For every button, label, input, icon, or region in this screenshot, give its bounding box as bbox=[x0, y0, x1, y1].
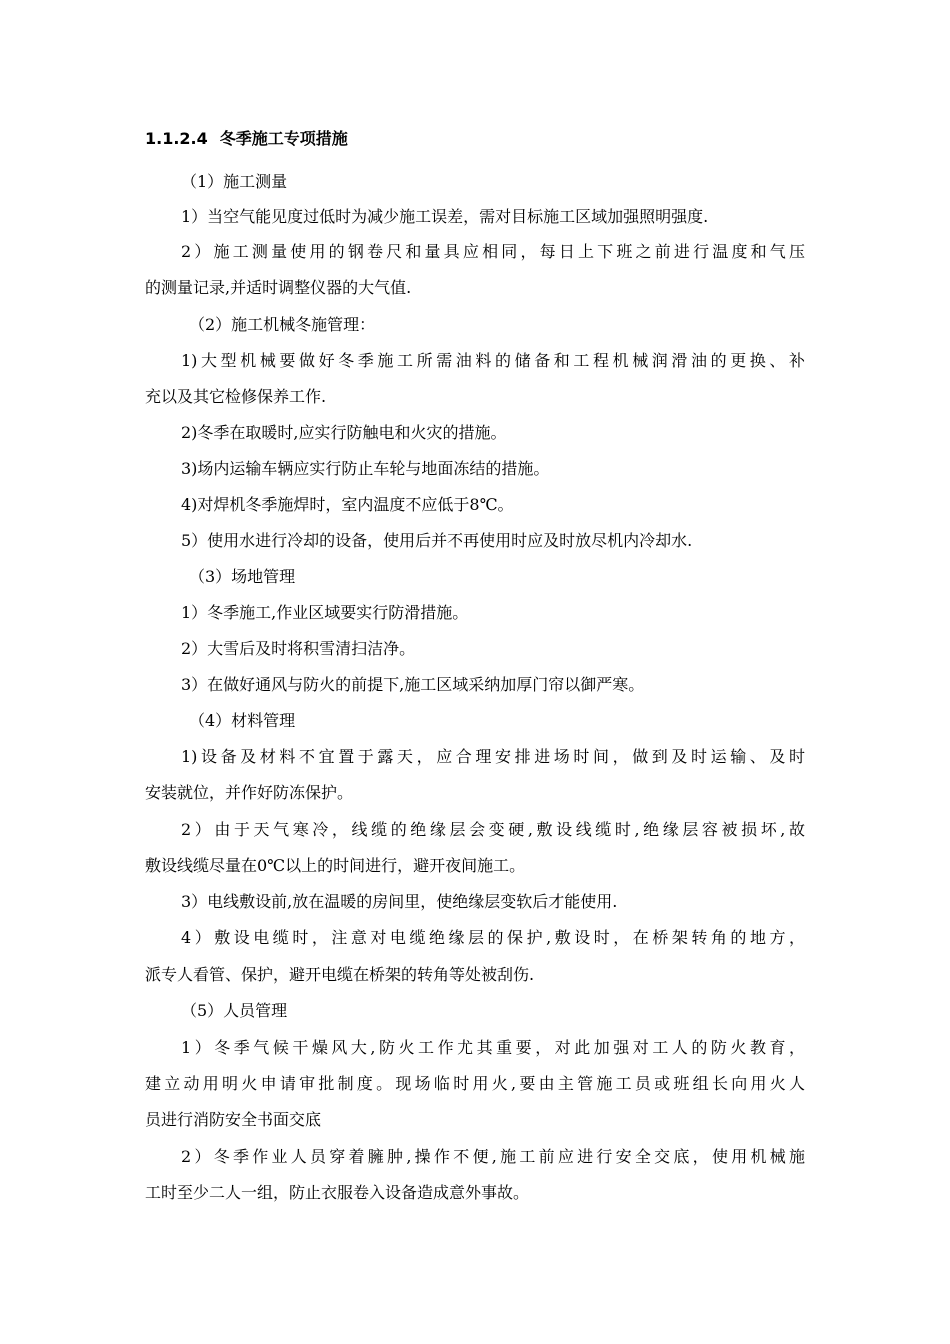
paragraph-line: 的测量记录,并适时调整仪器的大气值. bbox=[145, 278, 412, 297]
paragraph-line: 充以及其它检修保养工作. bbox=[145, 387, 327, 406]
paragraph-line: 2）冬季作业人员穿着臃肿,操作不便,施工前应进行安全交底，使用机械施 bbox=[181, 1147, 805, 1166]
paragraph-line: 工时至少二人一组，防止衣服卷入设备造成意外事故。 bbox=[145, 1183, 530, 1202]
paragraph-line: 4)对焊机冬季施焊时，室内温度不应低于8℃。 bbox=[181, 495, 514, 514]
paragraph-line: 1)设备及材料不宜置于露天，应合理安排进场时间，做到及时运输、及时 bbox=[181, 747, 805, 766]
paragraph-line: 建立动用明火申请审批制度。现场临时用火,要由主管施工员或班组长向用火人 bbox=[145, 1074, 805, 1093]
paragraph-line: 3）电线敷设前,放在温暖的房间里，使绝缘层变软后才能使用. bbox=[181, 892, 618, 911]
paragraph-line: 2）大雪后及时将积雪清扫洁净。 bbox=[181, 639, 416, 658]
paragraph-line: 1）冬季施工,作业区域要实行防滑措施。 bbox=[181, 603, 469, 622]
section-title: 冬季施工专项措施 bbox=[219, 129, 348, 148]
paragraph-line: 3)场内运输车辆应实行防止车轮与地面冻结的措施。 bbox=[181, 459, 550, 478]
paragraph-line: 敷设线缆尽量在0℃以上的时间进行，避开夜间施工。 bbox=[145, 856, 526, 875]
subsection-heading-personnel: （5）人员管理 bbox=[181, 1001, 288, 1020]
section-number: 1.1.2.4 bbox=[145, 129, 208, 148]
section-heading bbox=[145, 126, 805, 152]
paragraph-line: 4）敷设电缆时，注意对电缆绝缘层的保护,敷设时，在桥架转角的地方， bbox=[181, 928, 805, 947]
paragraph-line: 1）当空气能见度过低时为减少施工误差，需对目标施工区域加强照明强度. bbox=[181, 207, 709, 226]
subsection-heading-machinery: （2）施工机械冬施管理： bbox=[189, 315, 376, 334]
paragraph-line: 派专人看管、保护，避开电缆在桥架的转角等处被刮伤. bbox=[145, 965, 535, 984]
paragraph-line: 员进行消防安全书面交底 bbox=[145, 1110, 322, 1129]
paragraph-line: 3）在做好通风与防火的前提下,施工区域采纳加厚门帘以御严寒。 bbox=[181, 675, 645, 694]
paragraph-line: 安装就位，并作好防冻保护。 bbox=[145, 783, 354, 802]
paragraph-line: 2）施工测量使用的钢卷尺和量具应相同，每日上下班之前进行温度和气压 bbox=[181, 242, 805, 261]
subsection-heading-site: （3）场地管理 bbox=[189, 567, 296, 586]
paragraph-line: 1）冬季气候干燥风大,防火工作尤其重要，对此加强对工人的防火教育， bbox=[181, 1038, 805, 1057]
subsection-heading-materials: （4）材料管理 bbox=[189, 711, 296, 730]
paragraph-line: 1)大型机械要做好冬季施工所需油料的储备和工程机械润滑油的更换、补 bbox=[181, 351, 805, 370]
paragraph-line: 2)冬季在取暖时,应实行防触电和火灾的措施。 bbox=[181, 423, 507, 442]
paragraph-line: 2）由于天气寒冷，线缆的绝缘层会变硬,敷设线缆时,绝缘层容被损坏,故 bbox=[181, 820, 805, 839]
subsection-heading-survey: （1）施工测量 bbox=[181, 172, 288, 191]
paragraph-line: 5）使用水进行冷却的设备，使用后并不再使用时应及时放尽机内冷却水. bbox=[181, 531, 693, 550]
